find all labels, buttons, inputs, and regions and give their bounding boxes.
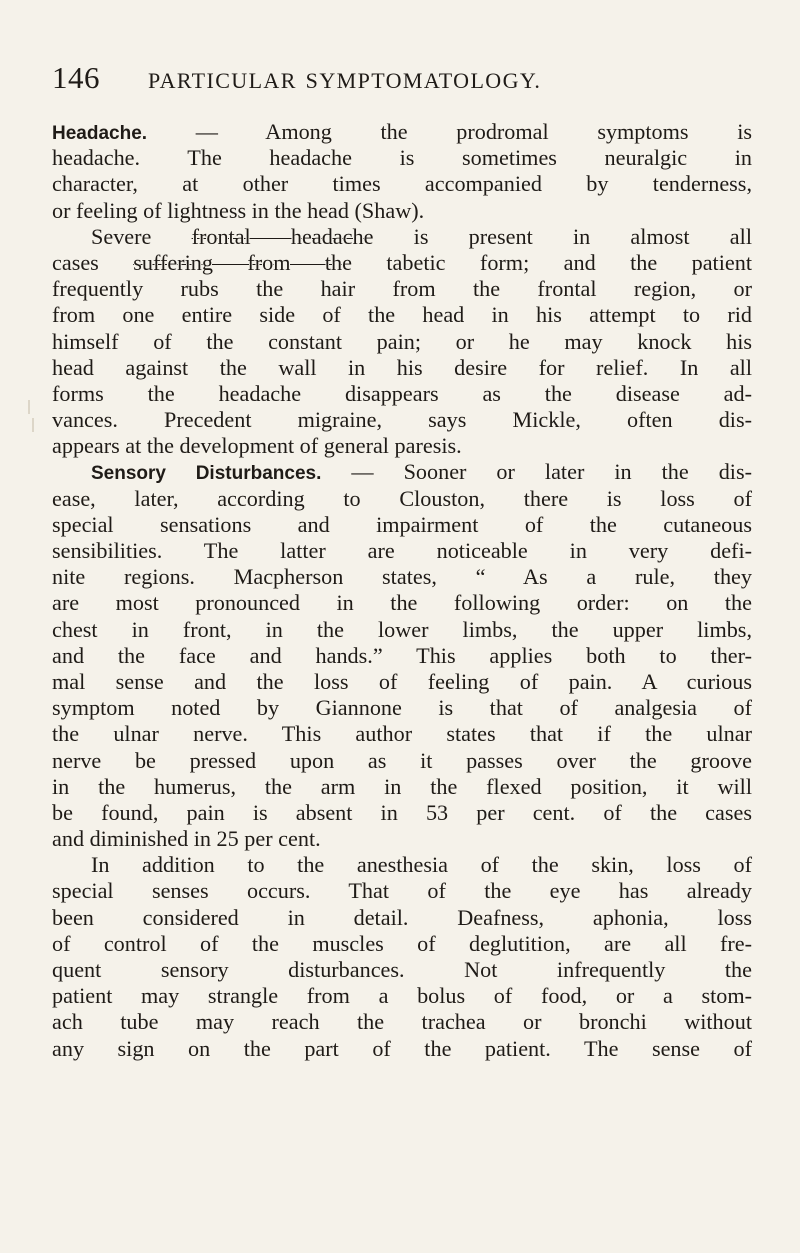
paper-speck-icon: ǀ [31,415,36,437]
text-line: the ulnar nerve. This author states that if the ulnar [52,721,752,747]
text-line: sensibilities. The latter are noticeable in very defi- [52,538,752,563]
text-line: patient may strangle from a bolus of food, or a stom- [52,983,752,1009]
text-line: forms the headache disappears as the disease ad- [52,380,752,406]
underlined-text: frontal headache [191,223,374,249]
text-line: character, at other times accompanied by tenderness, [52,171,752,197]
text-run: is present in almost all [373,223,752,249]
underlined-text: suffering from the [133,249,352,275]
text-line: ach tube may reach the trachea or bronchi without [52,1009,752,1035]
text-line: special sensations and impairment of the cutaneous [52,511,752,537]
text-line: been considered in detail. Deafness, aphonia, loss [52,904,752,930]
text-run: Severe [91,223,192,249]
text-line: any sign on the part of the patient. The sense of [52,1035,752,1061]
text-run: — Among the prodromal symptoms is [147,119,752,144]
text-run: cases [52,249,134,275]
text-line: In addition to the anesthesia of the skin, loss of [91,852,752,878]
text-line: special senses occurs. That of the eye has already [52,878,752,904]
text-line: nerve be pressed upon as it passes over the groove [52,747,752,773]
text-line: in the humerus, the arm in the flexed position, it will [52,773,752,799]
text-line: be found, pain is absent in 53 per cent. of the cases [52,799,752,825]
text-line: frequently rubs the hair from the frontal region, or [52,276,752,302]
text-line: quent sensory disturbances. Not infrequently the [52,957,752,982]
text-run: — Sooner or later in the dis- [321,459,752,485]
text-line: head against the wall in his desire for relief. In all [52,354,752,380]
text-line: himself of the constant pain; or he may knock his [52,328,752,354]
text-line: or feeling of lightness in the head (Shaw). [52,197,425,223]
text-line: nite regions. Macpherson states, “ As a rule, they [52,564,752,590]
text-run: tabetic form; and the patient [351,249,752,275]
sensory-heading: Sensory Disturbances. [91,463,322,485]
text-line: vances. Precedent migraine, says Mickle, often dis- [52,407,752,433]
text-line [52,224,752,250]
text-line [52,250,752,276]
text-line [52,459,752,485]
text-line: mal sense and the loss of feeling of pain. A curious [52,668,752,694]
running-head [52,58,752,102]
headache-heading: Headache. [52,123,148,144]
page-number: 146 [52,60,100,95]
body-text [52,119,752,1062]
text-line: appears at the development of general paresis. [52,433,462,459]
text-line: chest in front, in the lower limbs, the upper limbs, [52,616,752,642]
text-line: and the face and hands.” This applies both to ther- [52,642,752,668]
text-line: headache. The headache is sometimes neuralgic in [52,145,752,171]
text-line: from one entire side of the head in his attempt to rid [52,302,752,328]
text-line: ease, later, according to Clouston, there is loss of [52,485,752,511]
text-line: of control of the muscles of deglutition, are all fre- [52,930,752,956]
running-title: PARTICULAR SYMPTOMATOLOGY. [148,68,542,93]
paper-speck-icon: ǀ [27,397,32,419]
text-line: symptom noted by Giannone is that of analgesia of [52,695,752,721]
text-line: are most pronounced in the following order: on the [52,590,752,616]
text-line: and diminished in 25 per cent. [52,826,321,852]
text-line [52,119,752,145]
